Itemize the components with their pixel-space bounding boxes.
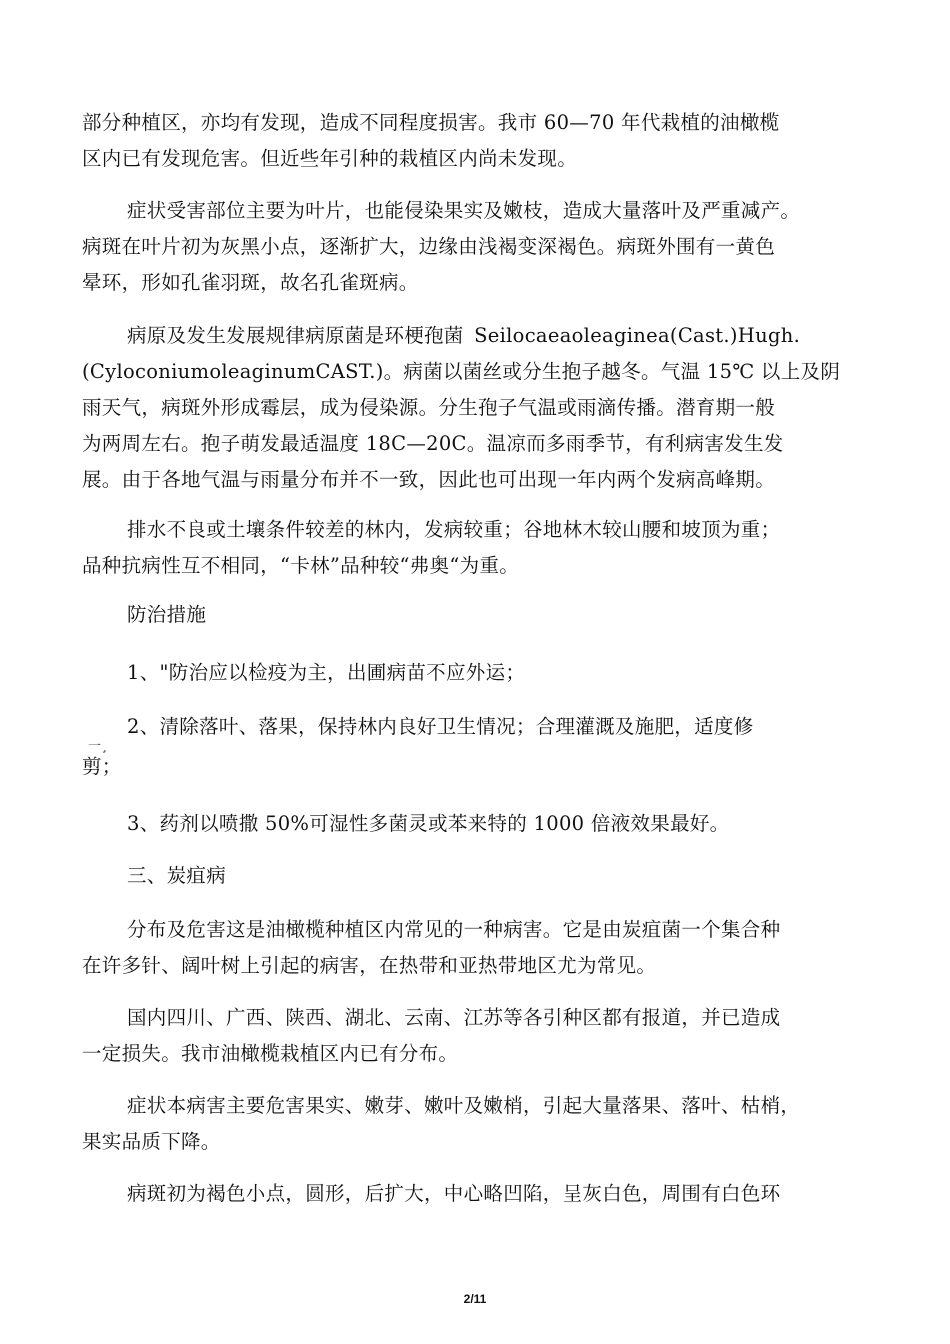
paragraph-domestic-reports [82, 1000, 882, 1072]
text-line: 排水不良或土壤条件较差的林内，发病较重；谷地林木较山腰和坡顶为重； [127, 518, 781, 541]
text-line: 一定损失。我市油橄榄栽植区内已有分布。 [82, 1042, 459, 1065]
measure-item-1 [82, 655, 882, 691]
text-line: 3、药剂以喷撒 50%可湿性多菌灵或苯来特的 1000 倍液效果最好。 [127, 812, 730, 835]
stray-mark: 一¸ [88, 739, 108, 754]
text-line: 展。由于各地气温与雨量分布并不一致，因此也可出现一年内两个发病高峰期。 [82, 468, 776, 491]
page-number: 2/11 [463, 1292, 487, 1306]
text-line: 部分种植区，亦均有发现，造成不同程度损害。我市 60—70 年代栽植的油橄榄 [82, 111, 780, 134]
text-line: 防治措施 [127, 603, 207, 626]
text-line: 雨天气，病斑外形成霉层，成为侵染源。分生孢子气温或雨滴传播。潜育期一般 [82, 396, 776, 419]
text-line: 晕环，形如孔雀羽斑，故名孔雀斑病。 [82, 271, 419, 294]
text-line: 病原及发生发展规律病原菌是环梗孢菌 Seilocaeaoleaginea(Cast.)Hugh. [127, 324, 801, 347]
text-line: 剪； [82, 755, 122, 778]
text-line: 分布及危害这是油橄榄种植区内常见的一种病害。它是由炭疽菌一个集合种 [127, 918, 781, 941]
text-line: 国内四川、广西、陕西、湖北、云南、江苏等各引种区都有报道，并已造成 [127, 1006, 781, 1029]
paragraph-symptoms [82, 193, 882, 301]
text-line: 病斑初为褐色小点，圆形，后扩大，中心略凹陷，呈灰白色，周围有白色环 [127, 1182, 781, 1205]
measure-item-3 [82, 806, 882, 842]
text-line: 品种抗病性互不相同，“卡林”品种较“弗奥“为重。 [82, 554, 520, 577]
text-line: 在许多针、阔叶树上引起的病害，在热带和亚热带地区尤为常见。 [82, 954, 657, 977]
text-line: 1、"防治应以检疫为主，出圃病苗不应外运； [127, 661, 526, 684]
paragraph-anthracnose-distribution [82, 912, 882, 984]
paragraph-lesion-description [82, 1176, 882, 1212]
text-line: (CyloconiumoleaginumCAST.)。病菌以菌丝或分生抱子越冬。气温 15℃ 以上及阴 [82, 360, 841, 383]
paragraph-distribution-continued [82, 105, 882, 177]
text-line: 病斑在叶片初为灰黑小点，逐渐扩大，边缘由浅褐变深褐色。病斑外围有一黄色 [82, 235, 776, 258]
measure-item-2 [82, 709, 882, 785]
text-line: 果实品质下降。 [82, 1130, 221, 1153]
heading-anthracnose [82, 858, 882, 894]
text-line: 为两周左右。抱子萌发最适温度 18C—20C。温凉而多雨季节，有利病害发生发 [82, 432, 784, 455]
paragraph-pathogen [82, 318, 882, 498]
text-line: 症状受害部位主要为叶片，也能侵染果实及嫩枝，造成大量落叶及严重减产。 [127, 199, 801, 222]
text-line: 症状本病害主要危害果实、嫩芽、嫩叶及嫩梢，引起大量落果、落叶、枯梢， [127, 1094, 801, 1117]
paragraph-anthracnose-symptoms [82, 1088, 882, 1160]
text-line: 区内已有发现危害。但近些年引种的栽植区内尚未发现。 [82, 147, 578, 170]
text-line: 三、炭疽病 [127, 864, 227, 887]
paragraph-conditions [82, 512, 882, 584]
heading-control-measures [82, 597, 882, 633]
text-line: 2、清除落叶、落果，保持林内良好卫生情况；合理灌溉及施肥，适度修 [127, 715, 754, 738]
